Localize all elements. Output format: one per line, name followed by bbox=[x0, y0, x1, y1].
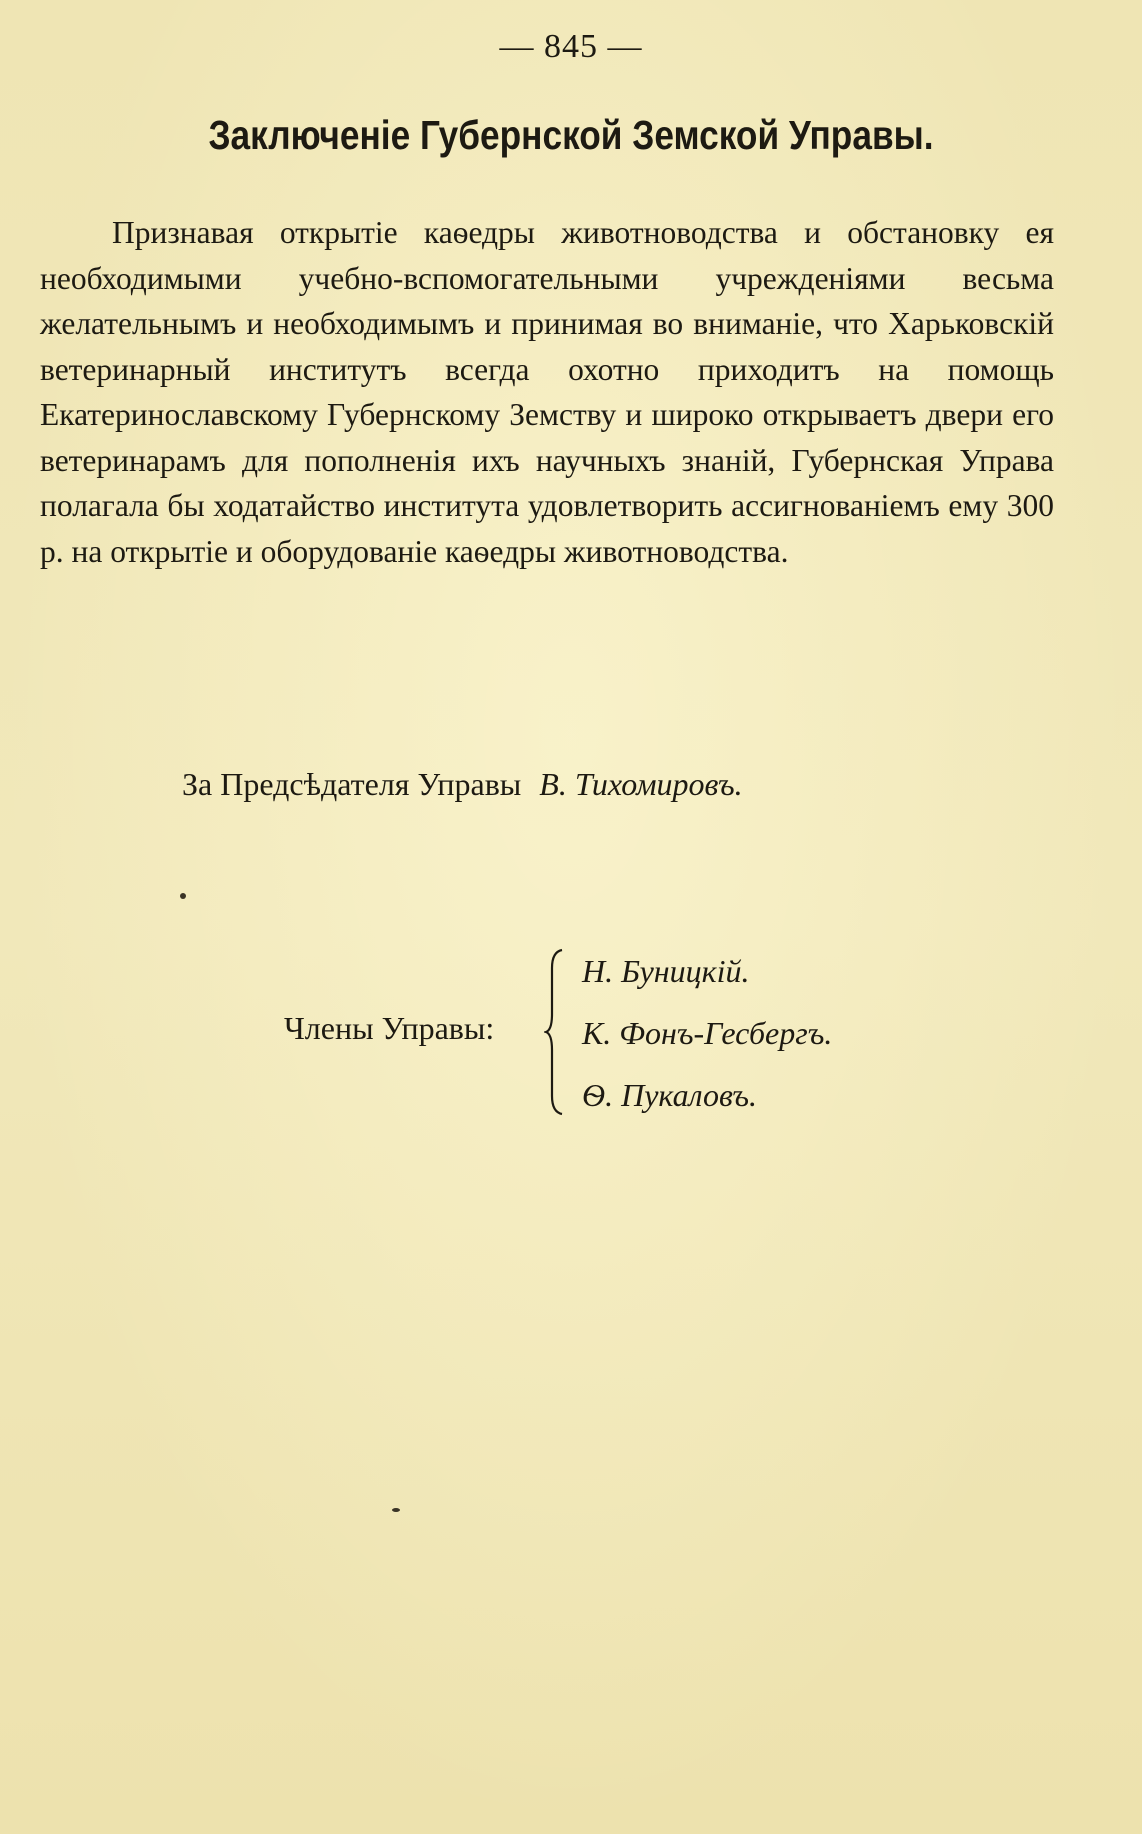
ink-speck bbox=[180, 893, 186, 899]
page-number: — 845 — bbox=[499, 28, 643, 65]
board-members-block bbox=[0, 940, 1142, 1130]
ink-speck bbox=[392, 1508, 400, 1512]
curly-brace-icon bbox=[544, 948, 566, 1116]
members-label: Члены Управы: bbox=[284, 1010, 495, 1046]
members-list bbox=[582, 940, 832, 1126]
chairman-label: За Предсѣдателя Управы bbox=[182, 766, 522, 802]
document-title: Заключеніе Губернской Земской Управы. bbox=[208, 112, 934, 158]
body-paragraph: Признавая открытіе каѳедры животноводства и обстановку ея необходимыми учебно-вспомогательными учрежденіями весьма желательнымъ и необходимымъ и принимая во вниманіе, что Харьковскій ветеринарный институтъ всегда охотно приходитъ на помощь Екатеринославскому Губернскому Земству и широко открываетъ двери его ветеринарамъ для пополненія ихъ научныхъ знаній, Губернская Управа полагала бы ходатайство института удовлетворить ассигнованіемъ ему 300 р. на открытіе и оборудованіе каѳедры животноводства. bbox=[40, 215, 1054, 569]
member-name: К. Фонъ-Гесбергъ. bbox=[582, 1015, 833, 1051]
chairman-signature: В. Тихомировъ. bbox=[539, 766, 743, 802]
member-name: Н. Буницкій. bbox=[582, 953, 750, 989]
chairman-signature-line bbox=[182, 766, 743, 803]
member-name: Ѳ. Пукаловъ. bbox=[582, 1077, 758, 1113]
